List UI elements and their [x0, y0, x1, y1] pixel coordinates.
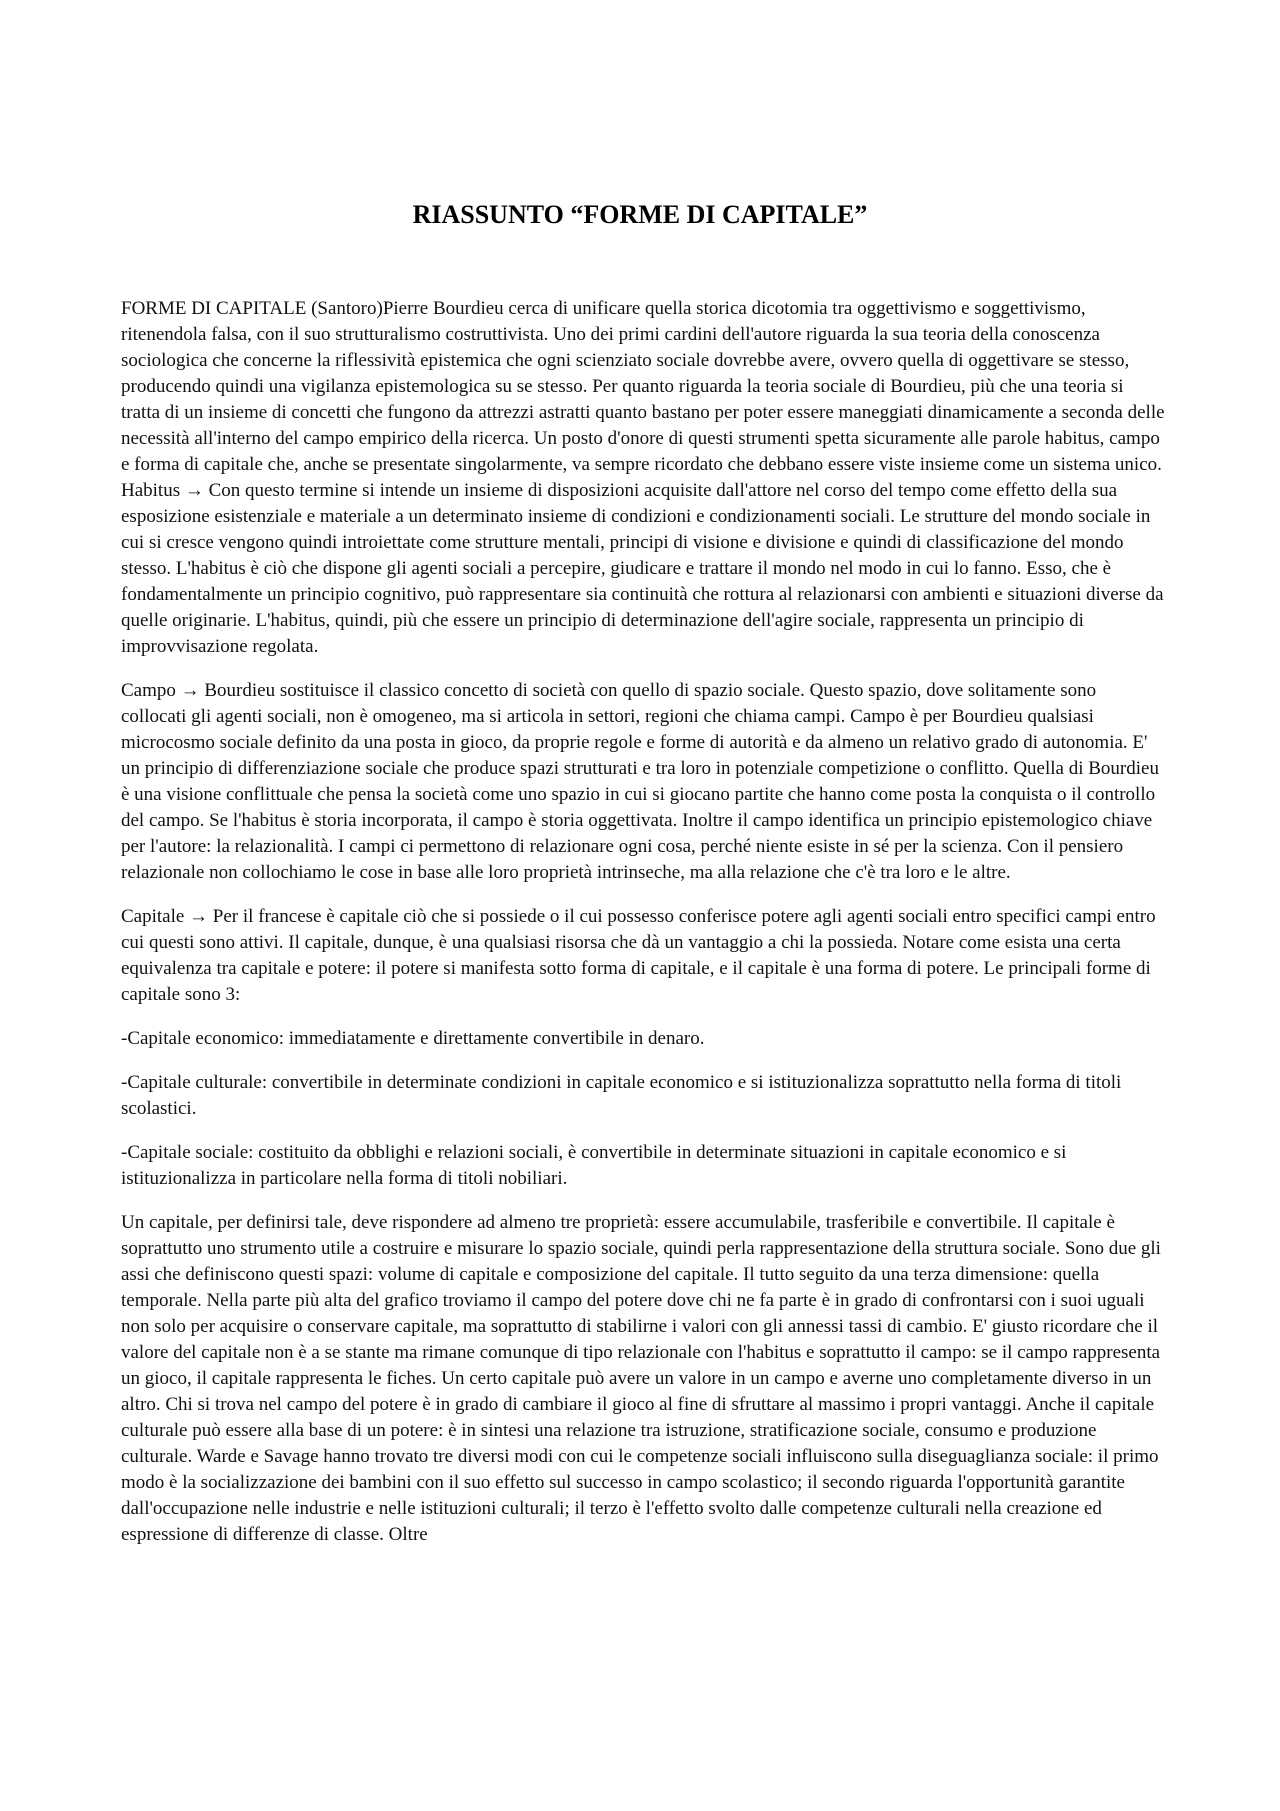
list-item-capitale-sociale: -Capitale sociale: costituito da obblighi e relazioni sociali, è convertibile in determinate situazioni in capitale economico e si istituzionalizza in particolare nella forma di titoli nobiliari. [121, 1142, 1067, 1189]
document-title: RIASSUNTO “FORME DI CAPITALE” [412, 200, 868, 229]
list-item-capitale-economico: -Capitale economico: immediatamente e direttamente convertibile in denaro. [121, 1028, 705, 1049]
paragraph-proprieta-capitale: Un capitale, per definirsi tale, deve rispondere ad almeno tre proprietà: essere accumulabile, trasferibile e convertibile. Il capitale è soprattutto uno strumento utile a costruire e misurare lo spazio sociale, quindi perla rappresentazione della struttura sociale. Sono due gli assi che definiscono questi spazi: volume di capitale e composizione del capitale. Il tutto seguito da una terza dimensione: quella temporale. Nella parte più alta del grafico troviamo il campo del potere dove chi ne fa parte è in grado di confrontarsi con i suoi uguali non solo per acquisire o conservare capitale, ma soprattutto di stabilirne i valori con gli annessi tassi di cambio. E' giusto ricordare che il valore del capitale non è a se stante ma rimane comunque di tipo relazionale con l'habitus e soprattutto il campo: se il campo rappresenta un gioco, il capitale rappresenta le fiches. Un certo capitale può avere un valore in un campo e averne uno completamente diverso in un altro. Chi si trova nel campo del potere è in grado di cambiare il gioco al fine di sfruttare al massimo i propri vantaggi. Anche il capitale culturale può essere alla base di un potere: è in sintesi una relazione tra istruzione, stratificazione sociale, consumo e produzione culturale. Warde e Savage hanno trovato tre diversi modi con cui le competenze sociali influiscono sulla diseguaglianza sociale: il primo modo è la socializzazione dei bambini con il suo effetto sul successo in campo scolastico; il secondo riguarda l'opportunità garantite dall'occupazione nelle industrie e nelle istituzioni culturali; il terzo è l'effetto svolto dalle competenze culturali nella creazione ed espressione di differenze di classe. Oltre [121, 1212, 1161, 1545]
paragraph-campo: Campo → Bourdieu sostituisce il classico concetto di società con quello di spazio sociale. Questo spazio, dove solitamente sono collocati gli agenti sociali, non è omogeneo, ma si articola in settori, regioni che chiama campi. Campo è per Bourdieu qualsiasi microcosmo sociale definito da una posta in gioco, da proprie regole e forme di autorità e da almeno un relativo grado di autonomia. E' un principio di differenziazione sociale che produce spazi strutturati e tra loro in potenziale competizione o conflitto. Quella di Bourdieu è una visione conflittuale che pensa la società come uno spazio in cui si giocano partite che hanno come posta la conquista o il controllo del campo. Se l'habitus è storia incorporata, il campo è storia oggettivata. Inoltre il campo identifica un principio epistemologico chiave per l'autore: la relazionalità. I campi ci permettono di relazionare ogni cosa, perché niente esiste in sé per la scienza. Con il pensiero relazionale non collochiamo le cose in base alle loro proprietà intrinseche, ma alla relazione che c'è tra loro e le altre. [121, 680, 1159, 883]
list-item-capitale-culturale: -Capitale culturale: convertibile in determinate condizioni in capitale economico e si istituzionalizza soprattutto nella forma di titoli scolastici. [121, 1072, 1122, 1119]
document-body [121, 296, 1166, 1566]
paragraph-capitale: Capitale → Per il francese è capitale ciò che si possiede o il cui possesso conferisce potere agli agenti sociali entro specifici campi entro cui questi sono attivi. Il capitale, dunque, è una qualsiasi risorsa che dà un vantaggio a chi la possieda. Notare come esista una certa equivalenza tra capitale e potere: il potere si manifesta sotto forma di capitale, e il capitale è una forma di potere. Le principali forme di capitale sono 3: [121, 906, 1156, 1005]
paragraph-habitus: FORME DI CAPITALE (Santoro)Pierre Bourdieu cerca di unificare quella storica dicotomia tra oggettivismo e soggettivismo, ritenendola falsa, con il suo strutturalismo costruttivista. Uno dei primi cardini dell'autore riguarda la sua teoria della conoscenza sociologica che concerne la riflessività epistemica che ogni scienziato sociale dovrebbe avere, ovvero quella di oggettivare se stesso, producendo quindi una vigilanza epistemologica su se stesso. Per quanto riguarda la teoria sociale di Bourdieu, più che una teoria si tratta di un insieme di concetti che fungono da attrezzi astratti quanto bastano per poter essere maneggiati dinamicamente a seconda delle necessità all'interno del campo empirico della ricerca. Un posto d'onore di questi strumenti spetta sicuramente alle parole habitus, campo e forma di capitale che, anche se presentate singolarmente, va sempre ricordato che debbano essere viste insieme come un sistema unico. Habitus → Con questo termine si intende un insieme di disposizioni acquisite dall'attore nel corso del tempo come effetto della sua esposizione esistenziale e materiale a un determinato insieme di condizioni e condizionamenti sociali. Le strutture del mondo sociale in cui si cresce vengono quindi introiettate come strutture mentali, principi di visione e divisione e quindi di classificazione del mondo stesso. L'habitus è ciò che dispone gli agenti sociali a percepire, giudicare e trattare il mondo nel modo in cui lo fanno. Esso, che è fondamentalmente un principio cognitivo, può rappresentare sia continuità che rottura al relazionarsi con ambienti e situazioni diverse da quelle originarie. L'habitus, quindi, più che essere un principio di determinazione dell'agire sociale, rappresenta un principio di improvvisazione regolata. [121, 298, 1165, 657]
